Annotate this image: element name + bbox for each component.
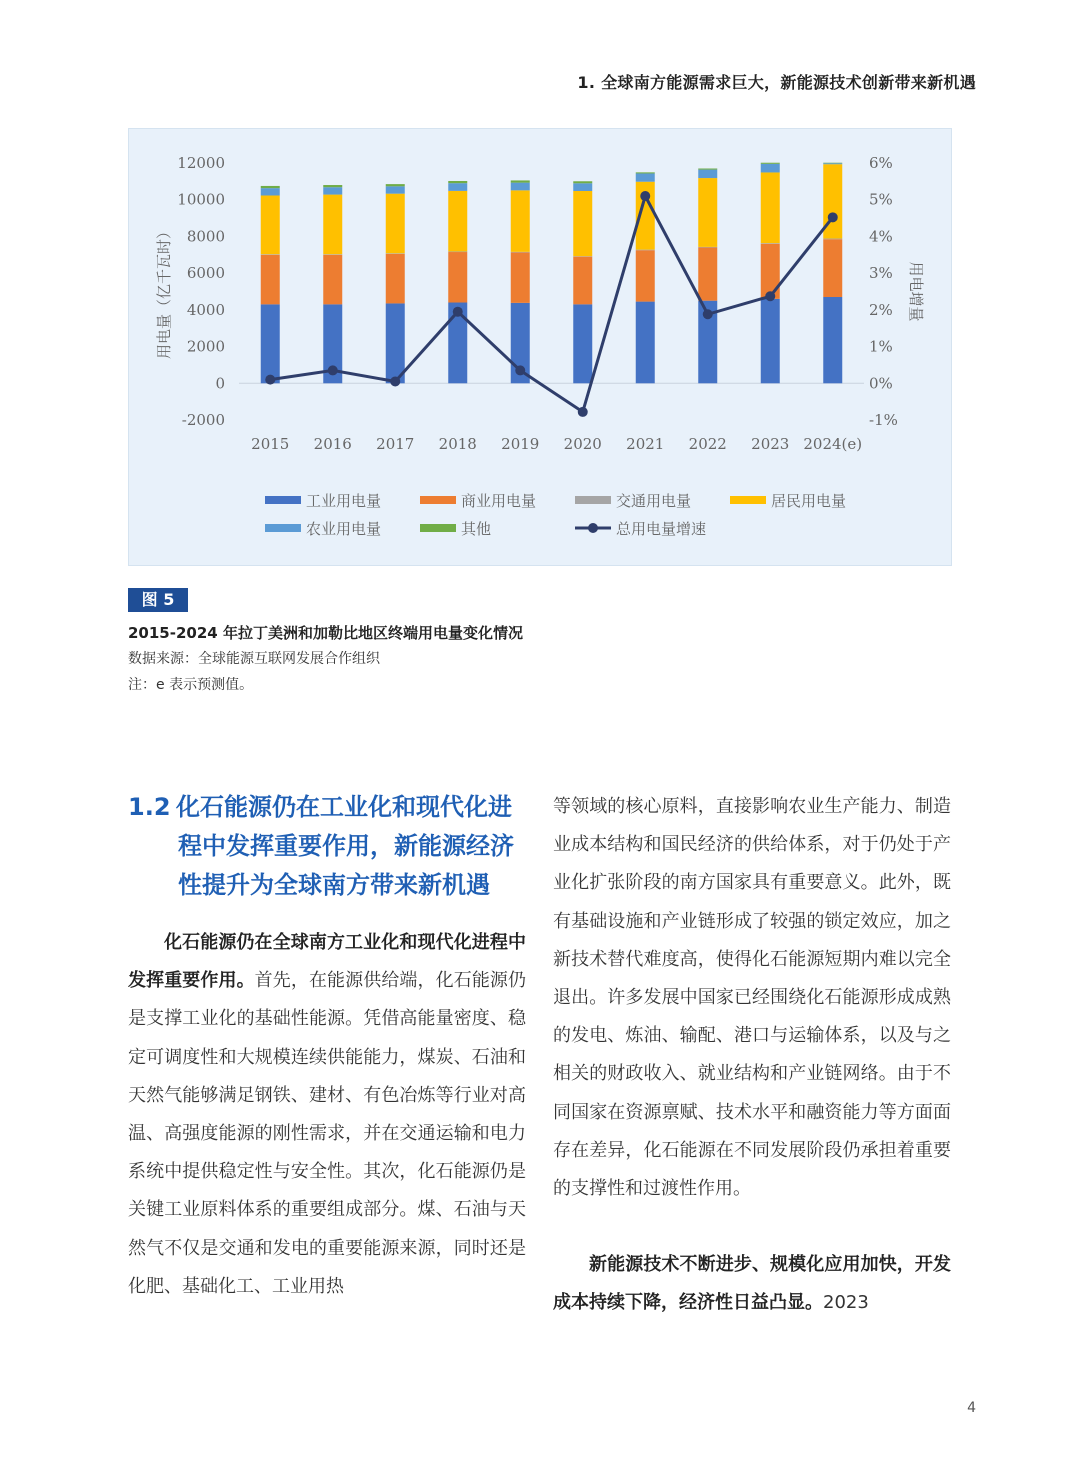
y-tick-label-2: 8000 (186, 227, 225, 246)
x-tick-label-8: 2023 (751, 435, 790, 453)
bar-3-2 (386, 194, 405, 254)
chart-panel (128, 128, 952, 566)
growth-point-4 (515, 365, 525, 375)
bar-2-0 (261, 254, 280, 255)
legend-swatch-line-marker (588, 523, 598, 533)
y2-tick-label-7: -1% (869, 411, 898, 429)
bar-4-3 (448, 183, 467, 191)
bar-5-0 (261, 186, 280, 188)
bar-5-4 (511, 180, 530, 182)
bar-5-8 (761, 163, 780, 164)
bar-2-4 (511, 252, 530, 253)
legend-label-3: 居民用电量 (771, 492, 847, 510)
section-title-line-2: 程中发挥重要作用，新能源经济 (178, 832, 514, 860)
y-tick-label-4: 4000 (186, 300, 225, 319)
bar-5-1 (323, 185, 342, 187)
x-tick-label-1: 2016 (313, 435, 352, 453)
y-tick-label-7: -2000 (181, 411, 225, 429)
growth-point-0 (265, 375, 275, 385)
running-header: 1. 全球南方能源需求巨大，新能源技术创新带来新机遇 (577, 73, 976, 92)
y2-axis-title: 用电增量 (907, 261, 925, 322)
legend-label-1: 商业用电量 (461, 492, 537, 510)
bar-1-8 (761, 244, 780, 299)
growth-line (270, 196, 833, 412)
paragraph-2 (553, 1246, 951, 1322)
y2-tick-label-4: 2% (869, 300, 893, 319)
y-tick-label-5: 2000 (186, 337, 225, 356)
bar-3-7 (698, 178, 717, 247)
bar-5-2 (386, 184, 405, 186)
x-tick-label-6: 2021 (626, 435, 665, 453)
y-axis-title: 用电量（亿千瓦时） (155, 223, 173, 360)
bar-1-0 (261, 255, 280, 305)
bar-2-6 (636, 250, 655, 251)
bar-4-7 (698, 170, 717, 178)
bar-1-9 (823, 239, 842, 297)
bar-0-8 (761, 299, 780, 383)
page-number: 4 (967, 1400, 976, 1416)
section-number: 1.2 (128, 793, 171, 821)
bar-4-5 (573, 183, 592, 191)
growth-point-6 (640, 191, 650, 201)
bar-1-4 (511, 252, 530, 302)
x-tick-label-7: 2022 (688, 435, 727, 453)
legend-swatch-5 (420, 524, 456, 532)
growth-point-7 (703, 309, 713, 319)
legend-swatch-0 (265, 496, 301, 504)
y2-tick-label-1: 5% (869, 190, 893, 209)
y2-tick-label-0: 6% (869, 154, 893, 172)
x-tick-label-4: 2019 (501, 435, 540, 453)
bar-3-5 (573, 191, 592, 256)
section-title-line-1: 化石能源仍在工业化和现代化进 (176, 793, 512, 821)
legend-label-5: 其他 (461, 520, 492, 538)
legend-swatch-2 (575, 496, 611, 504)
bar-2-9 (823, 239, 842, 240)
bar-1-1 (323, 255, 342, 305)
y-tick-label-0: 12000 (177, 154, 225, 172)
paragraph-2-lead: 新能源技术不断进步、规模化应用加快，开发成本持续下降，经济性日益凸显。 (553, 1254, 951, 1314)
y2-tick-label-5: 1% (869, 337, 893, 356)
bar-1-7 (698, 247, 717, 300)
bar-3-0 (261, 195, 280, 254)
bar-5-6 (636, 172, 655, 173)
bar-4-8 (761, 164, 780, 173)
growth-point-8 (765, 291, 775, 301)
legend-label-0: 工业用电量 (306, 492, 382, 510)
x-tick-label-3: 2018 (438, 435, 477, 453)
bar-3-3 (448, 191, 467, 252)
paragraph-1-start (128, 924, 526, 1306)
figure-source: 数据来源：全球能源互联网发展合作组织 (128, 651, 380, 667)
bar-0-9 (823, 297, 842, 383)
section-title-line-3: 性提升为全球南方带来新机遇 (178, 871, 490, 899)
bar-2-7 (698, 247, 717, 248)
bar-2-2 (386, 253, 405, 254)
y-tick-label-6: 0 (215, 374, 225, 393)
bar-0-5 (573, 304, 592, 383)
bar-1-6 (636, 250, 655, 301)
bar-0-6 (636, 302, 655, 384)
legend-label-line: 总用电量增速 (616, 520, 707, 538)
section-heading (128, 788, 538, 905)
bar-4-0 (261, 188, 280, 195)
paragraph-1-left-text: 首先，在能源供给端，化石能源仍是支撑工业化的基础性能源。凭借高能量密度、稳定可调度性和大规模连续供能能力，煤炭、石油和天然气能够满足钢铁、建材、有色冶炼等行业对高温、高强度能源的刚性需求，并在交通运输和电力系统中提供稳定性与安全性。其次，化石能源仍是关键工业原料体系的重要组成部分。煤、石油与天然气不仅是交通和发电的重要能源来源，同时还是化肥、基础化工、工业用热 (128, 970, 527, 1297)
legend-swatch-3 (730, 496, 766, 504)
bar-2-1 (323, 254, 342, 255)
x-tick-label-2: 2017 (376, 435, 415, 453)
growth-point-9 (828, 212, 838, 222)
bar-0-0 (261, 304, 280, 383)
growth-point-2 (390, 376, 400, 386)
paragraph-1-continued: 等领域的核心原料，直接影响农业生产能力、制造业成本结构和国民经济的供给体系，对于仍处于产业化扩张阶段的南方国家具有重要意义。此外，既有基础设施和产业链形成了较强的锁定效应，加之新技术替代难度高，使得化石能源短期内难以完全退出。许多发展中国家已经围绕化石能源形成成熟的发电、炼油、输配、港口与运输体系，以及与之相关的财政收入、就业结构和产业链网络。由于不同国家在资源禀赋、技术水平和融资能力等方面面存在差异，化石能源在不同发展阶段仍承担着重要的支撑性和过渡性作用。 (553, 796, 951, 1200)
y2-tick-label-3: 3% (869, 264, 893, 283)
bar-1-5 (573, 257, 592, 305)
legend-swatch-1 (420, 496, 456, 504)
bar-1-3 (448, 252, 467, 302)
legend-swatch-4 (265, 524, 301, 532)
bar-1-2 (386, 254, 405, 304)
figure-note: 注：e 表示预测值。 (128, 677, 254, 693)
y2-tick-label-2: 4% (869, 227, 893, 246)
bar-4-1 (323, 187, 342, 194)
stacked-bar-line-chart (129, 129, 951, 565)
body-column-right (553, 788, 951, 1323)
bar-3-4 (511, 190, 530, 251)
bar-2-8 (761, 243, 780, 244)
bar-0-2 (386, 303, 405, 383)
bar-4-4 (511, 183, 530, 191)
x-tick-label-0: 2015 (251, 435, 290, 453)
figure-title: 2015-2024 年拉丁美洲和加勒比地区终端用电量变化情况 (128, 624, 523, 642)
growth-point-3 (453, 307, 463, 317)
bar-5-7 (698, 169, 717, 170)
bar-3-1 (323, 195, 342, 255)
bar-3-8 (761, 172, 780, 243)
growth-point-5 (578, 407, 588, 417)
bar-2-3 (448, 251, 467, 252)
legend-label-4: 农业用电量 (306, 520, 382, 538)
bar-5-9 (823, 163, 842, 164)
x-tick-label-9: 2024(e) (803, 435, 863, 453)
y-tick-label-3: 6000 (186, 264, 225, 283)
figure-badge: 图 5 (128, 588, 188, 612)
y2-tick-label-6: 0% (869, 374, 893, 393)
body-column-left (128, 924, 526, 1306)
bar-5-5 (573, 181, 592, 183)
y-tick-label-1: 10000 (177, 190, 225, 209)
growth-point-1 (328, 365, 338, 375)
bar-5-3 (448, 181, 467, 183)
bar-4-6 (636, 173, 655, 181)
x-tick-label-5: 2020 (563, 435, 602, 453)
paragraph-2-text: 2023 (823, 1292, 869, 1314)
bar-4-2 (386, 186, 405, 193)
paragraph-1-lead: 化石能源仍在全球南方工业化和现代化进程中发挥重要作用。 (128, 932, 526, 992)
legend-label-2: 交通用电量 (616, 492, 692, 510)
bar-4-9 (823, 163, 842, 164)
